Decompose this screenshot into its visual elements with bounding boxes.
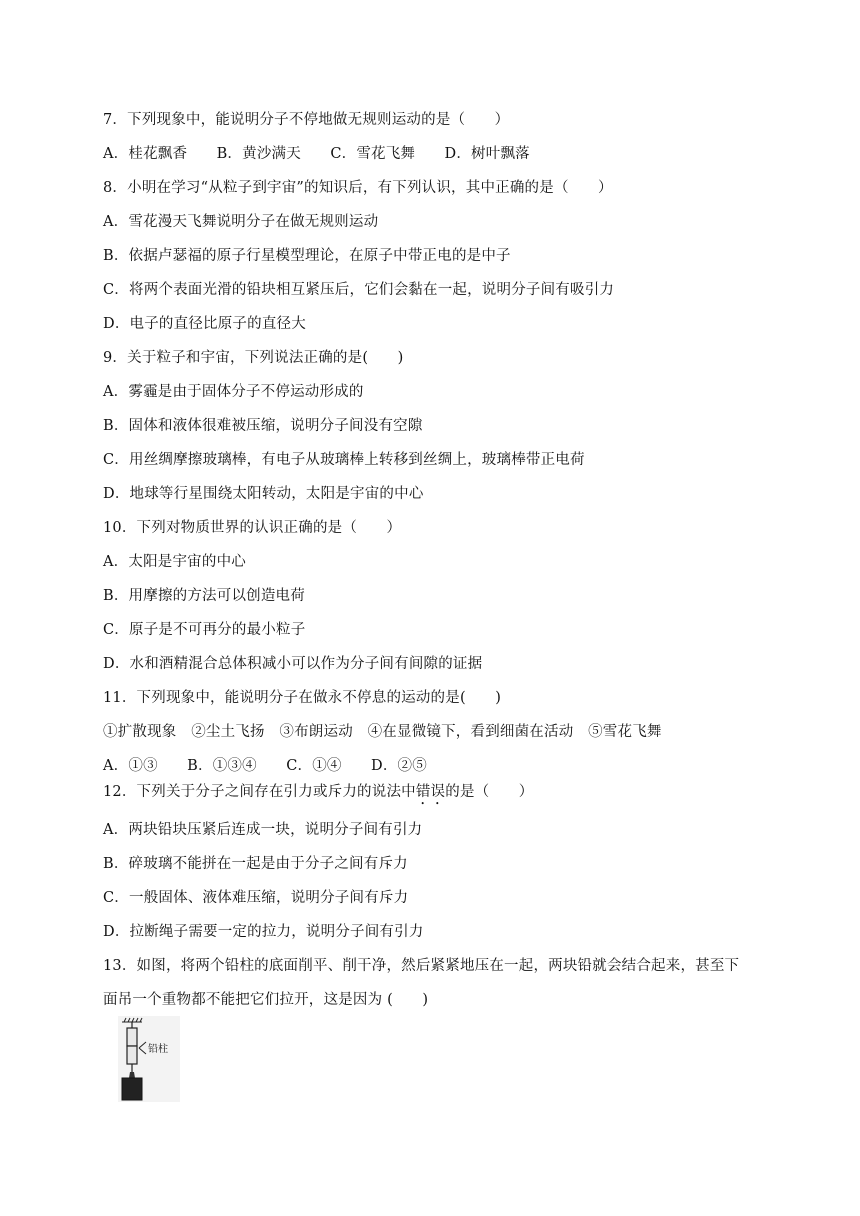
q10-option-b: B．用摩擦的方法可以创造电荷 — [103, 588, 305, 604]
weight-block — [122, 1078, 142, 1100]
q7-options: A．桂花飘香 B．黄沙满天 C．雪花飞舞 D．树叶飘落 — [103, 146, 530, 162]
q9-stem: 9．关于粒子和宇宙，下列说法正确的是( ) — [103, 350, 404, 366]
q12-option-b: B．碎玻璃不能拼在一起是由于分子之间有斥力 — [103, 856, 408, 872]
q12-stem-before: 12．下列关于分子之间存在引力或斥力的说法中 — [103, 784, 416, 800]
q9-option-b: B．固体和液体很难被压缩，说明分子间没有空隙 — [103, 418, 423, 434]
q12-option-a: A．两块铅块压紧后连成一块，说明分子间有引力 — [103, 822, 423, 838]
figure-label: 铅柱 — [148, 1044, 168, 1055]
q11-options: A．①③ B．①③④ C．①④ D．②⑤ — [103, 758, 427, 774]
q10-option-a: A．太阳是宇宙的中心 — [103, 554, 246, 570]
q8-option-c: C．将两个表面光滑的铅块相互紧压后，它们会黏在一起，说明分子间有吸引力 — [103, 282, 615, 298]
q11-stem: 11．下列现象中，能说明分子在做永不停息的运动的是( ) — [103, 690, 502, 706]
q12-stem — [103, 782, 533, 808]
q7-stem: 7．下列现象中，能说明分子不停地做无规则运动的是（ ） — [103, 112, 510, 128]
q12-stem-emphasis: 错误 — [415, 784, 446, 800]
q10-stem: 10．下列对物质世界的认识正确的是（ ） — [103, 520, 402, 536]
q12-option-c: C．一般固体、液体难压缩，说明分子间有斥力 — [103, 890, 409, 906]
q9-option-c: C．用丝绸摩擦玻璃棒，有电子从玻璃棒上转移到丝绸上，玻璃棒带正电荷 — [103, 452, 585, 468]
q9-option-a: A．雾霾是由于固体分子不停运动形成的 — [103, 384, 364, 400]
q8-option-a: A．雪花漫天飞舞说明分子在做无规则运动 — [103, 214, 379, 230]
upper-lead-cylinder — [127, 1028, 137, 1046]
q8-stem: 8．小明在学习“从粒子到宇宙”的知识后，有下列认识，其中正确的是（ ） — [103, 180, 613, 196]
q9-option-d: D．地球等行星围绕太阳转动，太阳是宇宙的中心 — [103, 486, 424, 502]
lower-lead-cylinder — [127, 1046, 137, 1064]
q11-phenomena: ①扩散现象 ②尘土飞扬 ③布朗运动 ④在显微镜下，看到细菌在活动 ⑤雪花飞舞 — [103, 724, 662, 740]
q8-option-b: B．依据卢瑟福的原子行星模型理论，在原子中带正电的是中子 — [103, 248, 511, 264]
q8-option-d: D．电子的直径比原子的直径大 — [103, 316, 306, 332]
q13-stem-line2: 面吊一个重物都不能把它们拉开，这是因为 ( ) — [103, 992, 429, 1008]
q10-option-d: D．水和酒精混合总体积减小可以作为分子间有间隙的证据 — [103, 656, 483, 672]
lead-cylinder-figure — [118, 1016, 180, 1102]
q10-option-c: C．原子是不可再分的最小粒子 — [103, 622, 306, 638]
q12-stem-after: 的是（ ） — [445, 784, 534, 800]
q13-stem-line1: 13．如图，将两个铅柱的底面削平、削干净，然后紧紧地压在一起，两块铅就会结合起来，甚至下 — [103, 958, 740, 974]
q12-option-d: D．拉断绳子需要一定的拉力，说明分子间有引力 — [103, 924, 424, 940]
